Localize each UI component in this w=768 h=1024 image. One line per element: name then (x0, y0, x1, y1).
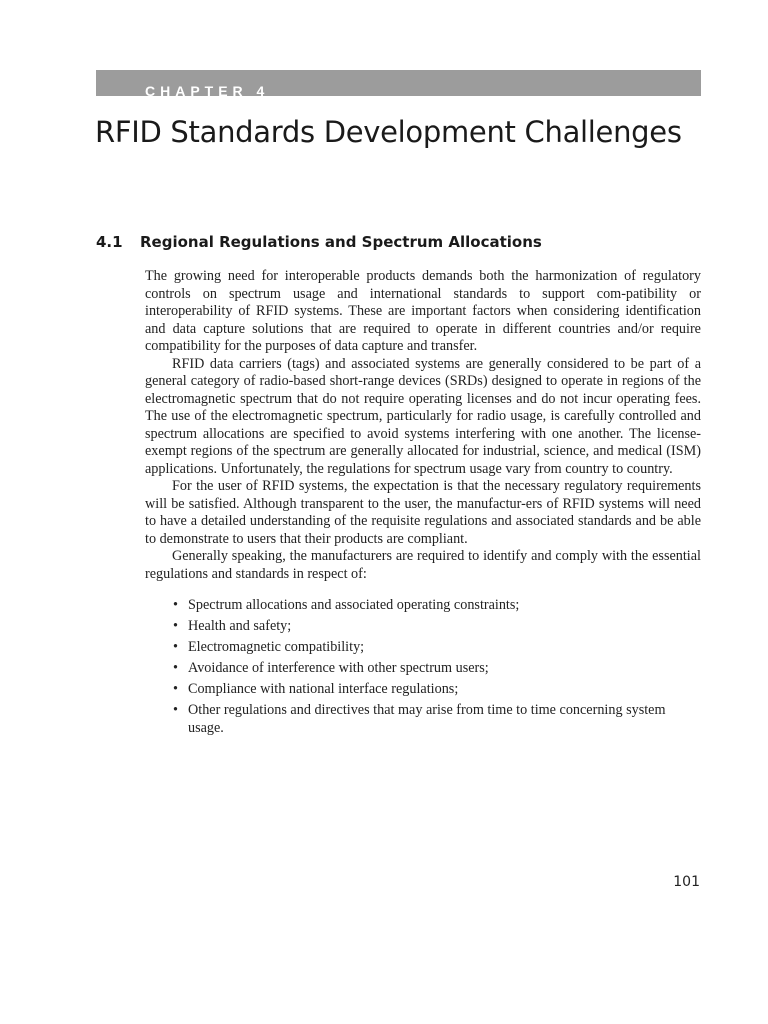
chapter-banner (96, 70, 701, 96)
chapter-title: RFID Standards Development Challenges (95, 115, 682, 149)
page-number: 101 (673, 874, 700, 890)
bullet-icon: • (173, 702, 178, 719)
paragraph: Generally speaking, the manufacturers are required to identify and comply with the essential regulations and standards in respect of: (145, 548, 701, 582)
list-item-text: Other regulations and directives that may arise from time to time concerning system usage. (188, 702, 666, 736)
list-item-text: Electromagnetic compatibility; (188, 639, 365, 656)
section-body (145, 268, 701, 741)
section-number: 4.1 (96, 233, 123, 251)
bullet-icon: • (173, 660, 178, 677)
paragraph: The growing need for interoperable products demands both the harmonization of regulatory controls on spectrum usage and international standards to support com-patibility or interoperability of RFID systems. These are important factors when considering identification and data capture solutions that are required to operate in different countries and/or require compatibility for the purposes of data capture and transfer. (145, 268, 701, 354)
chapter-label: CHAPTER 4 (145, 83, 270, 96)
list-item (145, 618, 701, 636)
section-heading (96, 232, 542, 252)
list-item-text: Spectrum allocations and associated operating constraints; (188, 597, 520, 613)
section-title: Regional Regulations and Spectrum Allocations (140, 233, 542, 251)
bullet-icon: • (173, 681, 178, 698)
paragraph: RFID data carriers (tags) and associated systems are generally considered to be part of a general category of radio-based short-range devices (SRDs) designed to operate in regions of the electromagnetic spectrum that do not require operating licenses and do not incur operating fees. The use of the electromagnetic spectrum, particularly for radio usage, is carefully controlled and spectrum allocations are specified to avoid systems interfering with one another. The license-exempt regions of the spectrum are generally allocated for industrial, science, and medical (ISM) applications. Unfortunately, the regulations for spectrum usage vary from country to country. (145, 355, 701, 477)
list-item (145, 639, 701, 657)
list-item-text: Avoidance of interference with other spectrum users; (188, 660, 489, 677)
list-item-text: Health and safety; (188, 618, 292, 635)
list-item-text: Compliance with national interface regulations; (188, 681, 459, 698)
bullet-icon: • (173, 597, 178, 613)
bullet-icon: • (173, 639, 178, 656)
requirements-list (145, 597, 701, 737)
list-item (145, 660, 701, 678)
paragraph: For the user of RFID systems, the expectation is that the necessary regulatory requirements will be satisfied. Although transparent to the user, the manufactur-ers of RFID systems will need to have a detailed understanding of the requisite regulations and associated standards and be able to demonstrate to users that their products are compliant. (145, 478, 701, 547)
bullet-icon: • (173, 618, 178, 635)
list-item (145, 702, 701, 737)
list-item (145, 681, 701, 699)
list-item (145, 597, 701, 615)
